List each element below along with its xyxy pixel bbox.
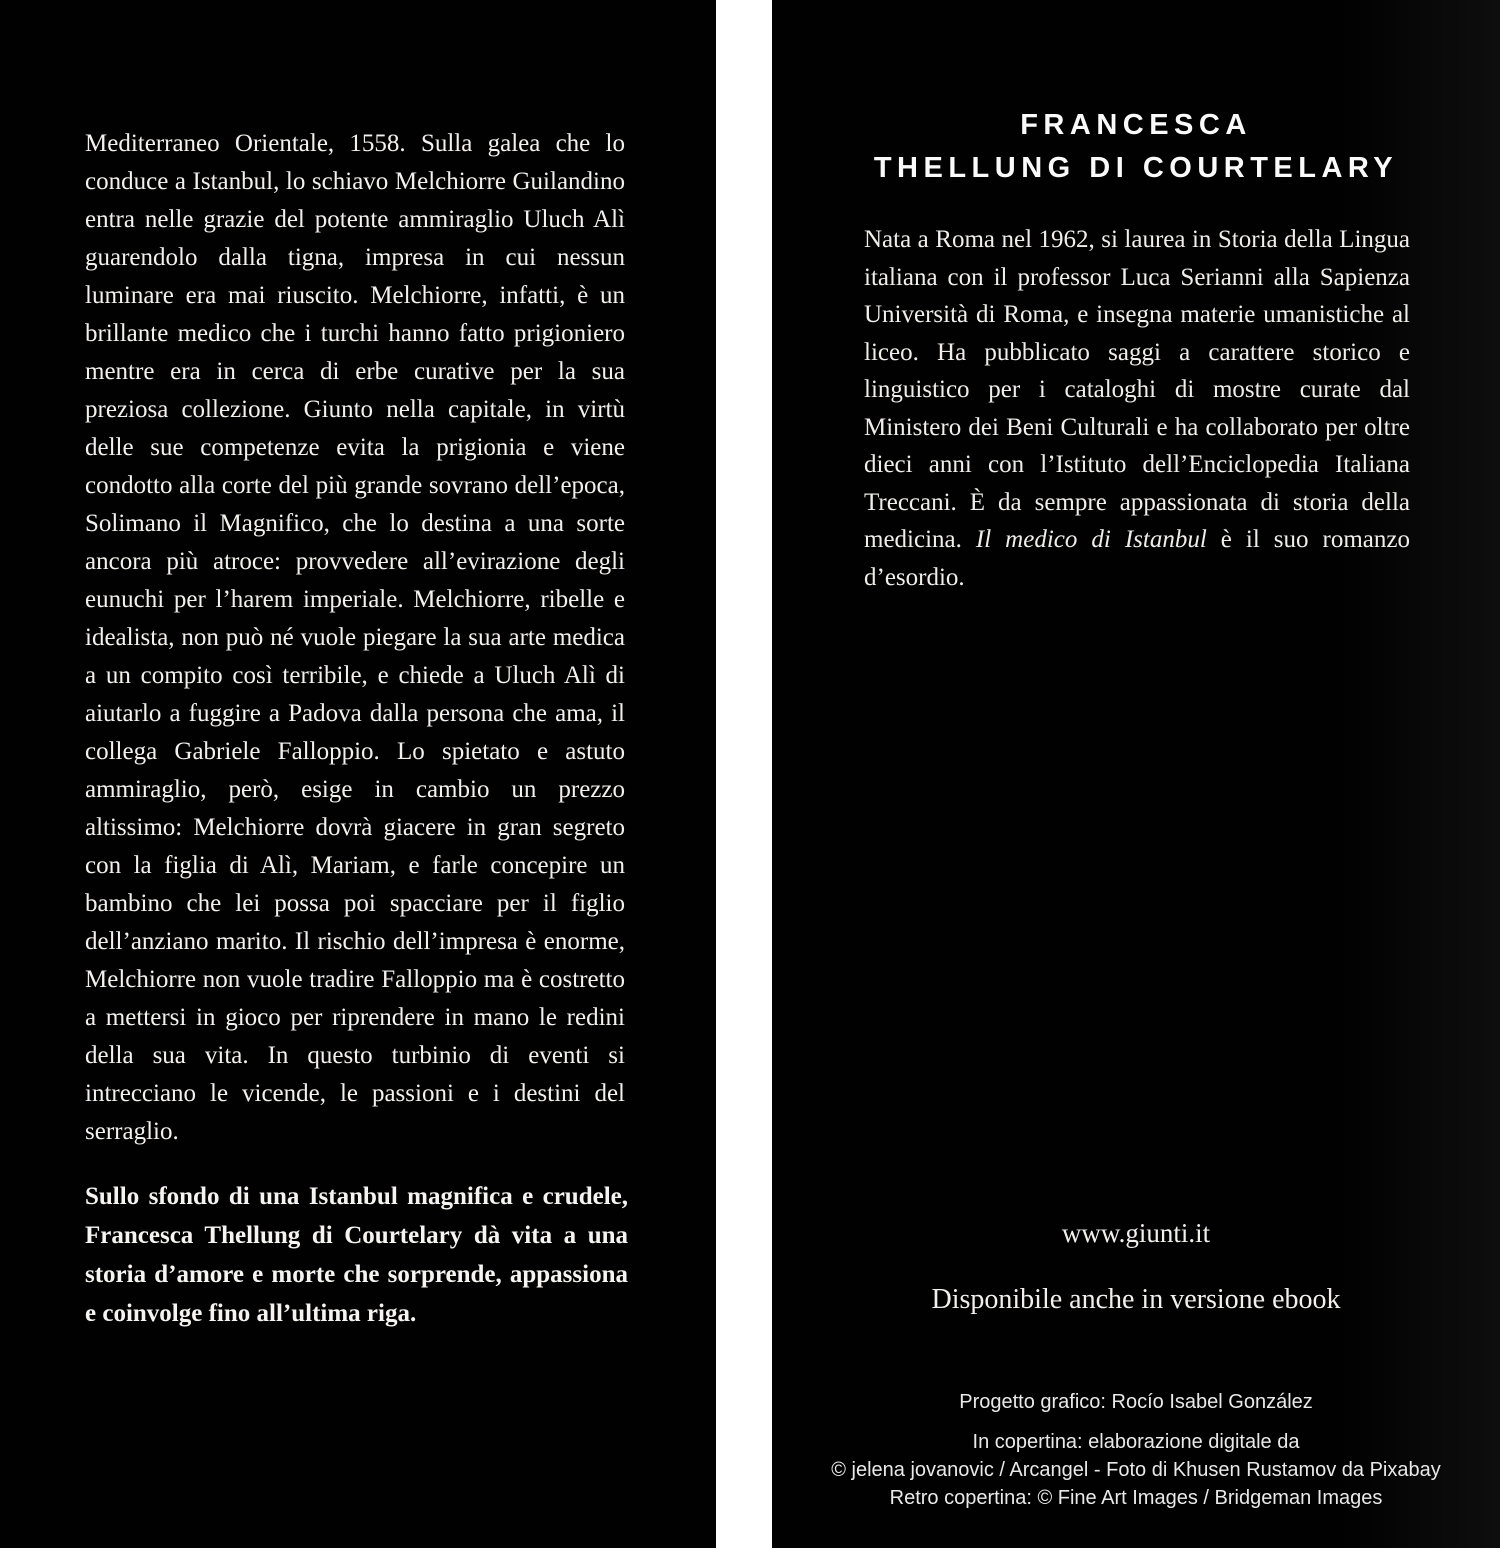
- credits-block: [772, 1388, 1500, 1512]
- author-name-line2: THELLUNG DI COURTELARY: [873, 152, 1399, 184]
- author-bio-book-title: Il medico di Istanbul: [975, 526, 1207, 553]
- jacket-flap-panel: [772, 0, 1500, 1548]
- panel-gap: [716, 0, 772, 1548]
- credit-cover-line2: © jelena jovanovic / Arcangel - Foto di Khusen Rustamov da Pixabay: [831, 1459, 1441, 1481]
- author-name-line1: FRANCESCA: [1020, 109, 1252, 141]
- highlight-text: Sullo sfondo di una Istanbul magnifica e crudele, Francesca Thellung di Courtelary dà vita a una storia d’amore e morte che sorprende, appassiona e coinvolge fino all’ultima riga.: [85, 1183, 628, 1327]
- credit-back-cover: Retro copertina: © Fine Art Images / Bridgeman Images: [889, 1487, 1383, 1509]
- author-bio-part2: è il suo romanzo d’esordio.: [864, 526, 1410, 591]
- author-bio-part1: Nata a Roma nel 1962, si laurea in Storia della Lingua italiana con il professor Luca Serianni alla Sapienza Università di Roma, e insegna materie umanistiche al liceo. Ha pubblicato saggi a carattere storico e linguistico per i cataloghi di mostre curate dal Ministero dei Beni Culturali e ha collaborato per oltre dieci anni con l’Istituto dell’Enciclopedia Italiana Treccani. È da sempre appassionata di storia della medicina.: [864, 226, 1410, 553]
- credit-graphic-design: Progetto grafico: Rocío Isabel González: [959, 1391, 1313, 1413]
- author-name: [772, 104, 1500, 190]
- website-url: www.giunti.it: [1061, 1218, 1211, 1248]
- back-cover-panel: [0, 0, 716, 1548]
- credit-cover-line1: In copertina: elaborazione digitale da: [972, 1431, 1300, 1453]
- synopsis-text: Mediterraneo Orientale, 1558. Sulla galea che lo conduce a Istanbul, lo schiavo Melchiorre Guilandino entra nelle grazie del potente ammiraglio Uluch Alì guarendolo dalla tigna, impresa in cui nessun luminare era mai riuscito. Melchiorre, infatti, è un brillante medico che i turchi hanno fatto prigioniero mentre era in cerca di erbe curative per la sua preziosa collezione. Giunto nella capitale, in virtù delle sue competenze evita la prigionia e viene condotto alla corte del più grande sovrano dell’epoca, Solimano il Magnifico, che lo destina a una sorte ancora più atroce: provvedere all’evirazione degli eunuchi per l’harem imperiale. Melchiorre, ribelle e idealista, non può né vuole piegare la sua arte medica a un compito così terribile, e chiede a Uluch Alì di aiutarlo a fuggire a Padova dalla persona che ama, il collega Gabriele Falloppio. Lo spietato e astuto ammiraglio, però, esige in cambio un prezzo altissimo: Melchiorre dovrà giacere in gran segreto con la figlia di Alì, Mariam, e farle concepire un bambino che lei possa poi spacciare per il figlio dell’anziano marito. Il rischio dell’impresa è enorme, Melchiorre non vuole tradire Falloppio ma è costretto a mettersi in gioco per riprendere in mano le redini della sua vita. In questo turbinio di eventi si intrecciano le vicende, le passioni e i destini del serraglio.: [85, 130, 625, 1145]
- ebook-availability-notice: Disponibile anche in versione ebook: [931, 1284, 1341, 1315]
- author-bio: [864, 221, 1410, 596]
